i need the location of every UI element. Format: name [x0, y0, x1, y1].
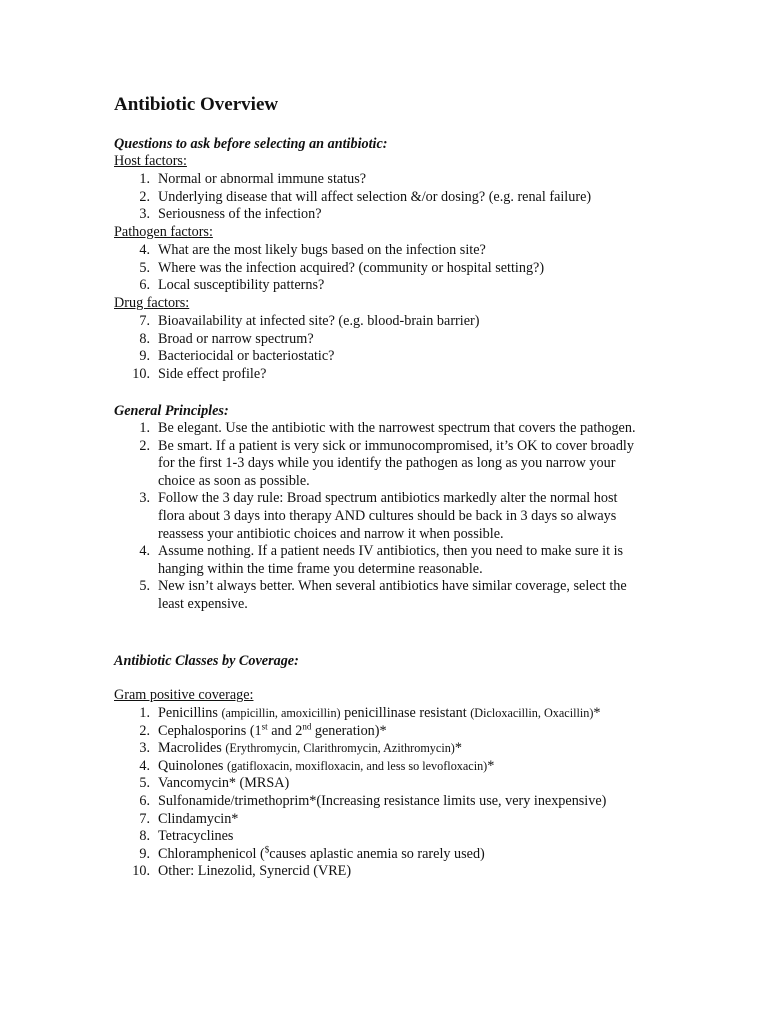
drug-factors-label: Drug factors: [114, 295, 190, 311]
item-text: * [454, 740, 462, 757]
list-item [114, 490, 644, 543]
item-text: * [487, 757, 495, 774]
list-item [114, 578, 644, 613]
pathogen-factors-label: Pathogen factors: [114, 224, 213, 240]
list-item [114, 438, 644, 491]
item-text: Broad or narrow spectrum? [158, 330, 314, 347]
item-number: 9. [139, 845, 150, 862]
item-text: generation)* [311, 722, 387, 739]
item-number: 4. [139, 242, 150, 258]
list-item [114, 758, 674, 776]
item-number: 9. [139, 348, 150, 365]
item-number: 2. [139, 188, 150, 205]
list-item [114, 720, 674, 741]
list-item [114, 260, 634, 278]
item-text: Other: Linezolid, Synercid (VRE) [158, 863, 352, 880]
classes-heading: Antibiotic Classes by Coverage: [114, 653, 299, 669]
item-text: Seriousness of the infection? [158, 206, 322, 223]
principles-list [114, 420, 644, 614]
item-number: 6. [139, 277, 150, 294]
item-text: Chloramphenicol ( [158, 845, 265, 862]
list-item [114, 348, 634, 366]
item-text: (ampicillin, amoxicillin) [221, 706, 341, 720]
item-text: Be elegant. Use the antibiotic with the narrowest spectrum that covers the pathogen. [158, 420, 636, 436]
item-number: 1. [139, 171, 150, 187]
superscript-text: st [261, 720, 268, 731]
item-text: Local susceptibility patterns? [158, 277, 325, 294]
item-text: Where was the infection acquired? (community or hospital setting?) [158, 259, 545, 276]
item-number: 5. [139, 775, 150, 792]
list-item [114, 863, 674, 881]
pathogen-factors-list [114, 242, 634, 295]
item-text: Assume nothing. If a patient needs IV antibiotics, then you need to make sure it is hanging within the time frame you determine reasonable. [158, 543, 624, 577]
gram-positive-label: Gram positive coverage: [114, 687, 254, 703]
item-text: Vancomycin* (MRSA) [158, 775, 290, 792]
item-number: 1. [139, 705, 150, 721]
item-text: and 2 [267, 722, 303, 739]
item-text: Normal or abnormal immune status? [158, 171, 367, 187]
list-item [114, 828, 674, 846]
item-text: Underlying disease that will affect selection &/or dosing? (e.g. renal failure) [158, 188, 592, 205]
gram-positive-list [114, 705, 674, 881]
item-text: Penicillins [158, 705, 222, 721]
item-text: (Dicloxacillin, Oxacillin) [470, 706, 594, 720]
item-text: Quinolones [158, 757, 227, 774]
drug-factors-list [114, 313, 634, 383]
list-item [114, 242, 634, 260]
list-item [114, 543, 644, 578]
list-item [114, 775, 674, 793]
list-item [114, 366, 634, 384]
item-text: Tetracyclines [158, 828, 234, 845]
item-number: 2. [139, 437, 150, 454]
questions-heading: Questions to ask before selecting an antibiotic: [114, 136, 388, 152]
item-number: 10. [132, 863, 150, 880]
item-text: What are the most likely bugs based on the infection site? [158, 242, 486, 258]
list-item [114, 705, 674, 723]
item-number: 2. [139, 722, 150, 739]
item-number: 6. [139, 792, 150, 809]
item-text: Be smart. If a patient is very sick or immunocompromised, it’s OK to cover broadly for the first 1-3 days while you identify the pathogen as long as you narrow your choice as soon as possible. [158, 437, 634, 489]
item-text: Bacteriocidal or bacteriostatic? [158, 348, 335, 365]
item-number: 4. [139, 757, 150, 774]
list-item [114, 171, 634, 189]
list-item [114, 420, 644, 438]
item-text: New isn’t always better. When several antibiotics have similar coverage, select the least expensive. [158, 578, 627, 612]
list-item [114, 846, 674, 864]
list-item [114, 331, 634, 349]
item-number: 8. [139, 828, 150, 845]
page-title: Antibiotic Overview [114, 94, 279, 115]
item-number: 3. [139, 206, 150, 223]
item-text: Bioavailability at infected site? (e.g. blood-brain barrier) [158, 313, 480, 329]
item-number: 5. [139, 578, 150, 595]
item-text: penicillinase resistant [340, 705, 471, 721]
list-item [114, 793, 674, 811]
item-number: 3. [139, 740, 150, 757]
item-number: 4. [139, 543, 150, 560]
superscript-text: nd [302, 720, 312, 731]
list-item [114, 811, 674, 829]
list-item [114, 206, 634, 224]
item-number: 1. [139, 420, 150, 436]
item-text: Side effect profile? [158, 365, 267, 382]
list-item [114, 277, 634, 295]
principles-heading: General Principles: [114, 403, 229, 419]
host-factors-list [114, 171, 634, 224]
superscript-text: $ [264, 844, 270, 855]
item-text: * [593, 705, 601, 721]
list-item [114, 189, 634, 207]
list-item [114, 740, 674, 758]
item-text: (gatifloxacin, moxifloxacin, and less so levofloxacin) [226, 758, 488, 773]
item-text: Follow the 3 day rule: Broad spectrum antibiotics markedly alter the normal host flora about 3 days into therapy AND cultures should be back in 3 days so always reassess your antibiotic choices and narrow it when possible. [158, 490, 618, 542]
item-text: Clindamycin* [158, 810, 239, 827]
item-number: 7. [139, 810, 150, 827]
item-number: 3. [139, 490, 150, 507]
item-text: (Erythromycin, Clarithromycin, Azithromycin) [225, 741, 455, 756]
item-text: Cephalosporins (1 [158, 722, 262, 739]
item-number: 8. [139, 330, 150, 347]
item-number: 10. [132, 365, 150, 382]
host-factors-label: Host factors: [114, 153, 187, 169]
list-item [114, 313, 634, 331]
item-text: causes aplastic anemia so rarely used) [269, 845, 485, 862]
item-number: 7. [139, 313, 150, 329]
item-text: Macrolides [158, 740, 226, 757]
item-text: Sulfonamide/trimethoprim*(Increasing resistance limits use, very inexpensive) [158, 792, 607, 809]
item-number: 5. [139, 259, 150, 276]
